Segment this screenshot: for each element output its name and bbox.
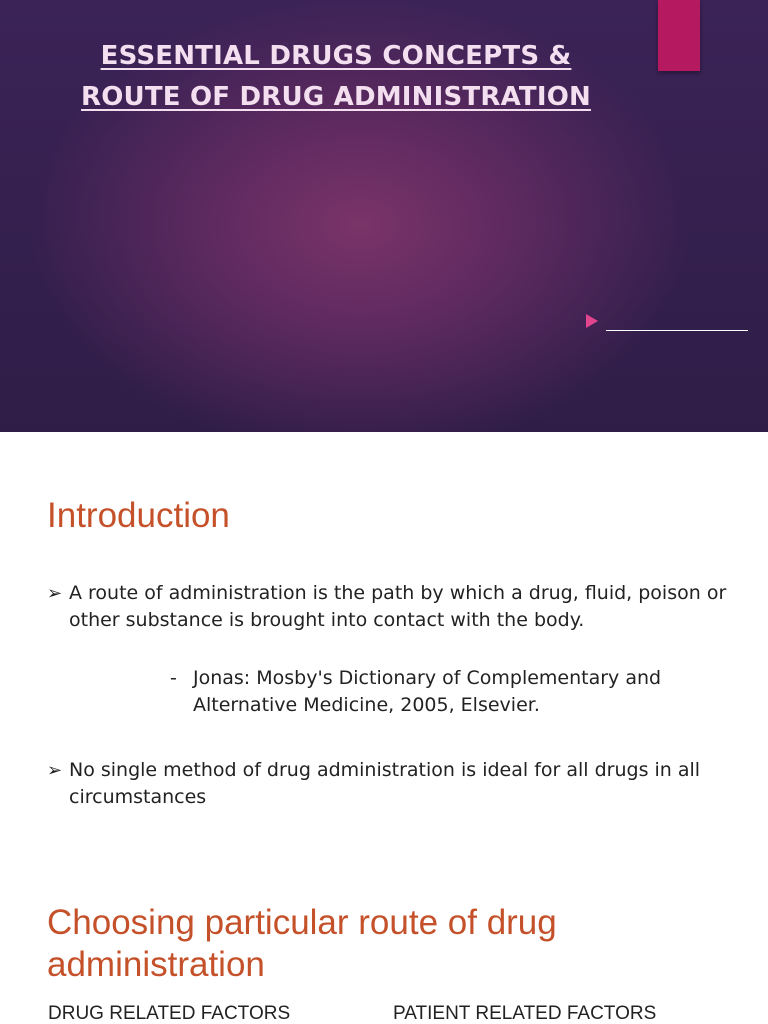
introduction-slide bbox=[0, 432, 768, 1024]
subtitle-underline bbox=[606, 330, 748, 331]
slide-title-line-2: ROUTE OF DRUG ADMINISTRATION bbox=[81, 82, 591, 112]
bullet-text: No single method of drug administration is ideal for all drugs in all circumstances bbox=[69, 759, 701, 808]
drug-related-factors-label: DRUG RELATED FACTORS bbox=[48, 1003, 291, 1024]
bullet-text: A route of administration is the path by which a drug, fluid, poison or other substance is brought into contact with the body. bbox=[69, 582, 727, 631]
citation bbox=[170, 665, 730, 719]
bullet-route-definition bbox=[47, 580, 737, 634]
patient-related-factors-label: PATIENT RELATED FACTORS bbox=[393, 1003, 657, 1024]
choosing-route-heading: Choosing particular route of drug administration bbox=[47, 903, 557, 984]
citation-dash: - bbox=[170, 667, 177, 689]
bullet-no-single-method bbox=[47, 757, 737, 811]
bullet-arrow-icon: ➢ bbox=[47, 583, 63, 604]
accent-tab bbox=[658, 0, 700, 71]
play-icon bbox=[586, 314, 598, 328]
introduction-heading: Introduction bbox=[47, 496, 230, 535]
citation-text: Jonas: Mosby's Dictionary of Complementary and Alternative Medicine, 2005, Elsevier. bbox=[193, 667, 662, 716]
title-slide bbox=[0, 0, 768, 432]
slide-title bbox=[0, 36, 672, 118]
bullet-arrow-icon: ➢ bbox=[47, 760, 63, 781]
slide-title-line-1: ESSENTIAL DRUGS CONCEPTS & bbox=[100, 41, 572, 71]
